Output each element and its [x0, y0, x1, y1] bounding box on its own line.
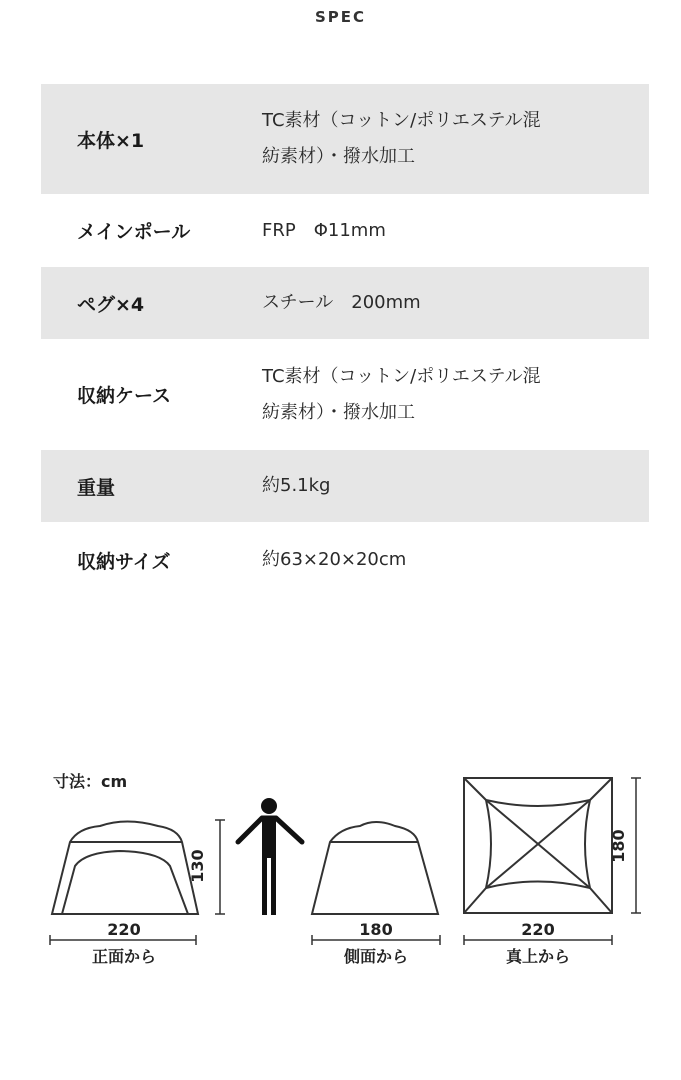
front-height-dimension [215, 820, 225, 914]
spec-title: SPEC [314, 8, 367, 26]
spec-value-line: 約5.1kg [262, 475, 331, 496]
person-scale-icon [238, 798, 302, 915]
unit-label: 寸法：cm [53, 772, 128, 791]
front-view-caption: 正面から [91, 947, 157, 966]
spec-label: 収納ケース [77, 385, 172, 407]
spec-value-line: スチール 200mm [262, 292, 421, 313]
spec-label: 収納サイズ [77, 550, 171, 573]
spec-value-line: 約63×20×20cm [262, 549, 407, 570]
front-width-label: 220 [107, 920, 141, 939]
side-view-caption: 側面から [343, 947, 409, 966]
top-view-caption: 真上から [505, 947, 571, 966]
spec-label: メインポール [77, 221, 191, 243]
spec-row-storage-case [41, 339, 649, 450]
spec-value [262, 359, 649, 431]
front-height-label: 130 [188, 849, 207, 883]
side-width-label: 180 [359, 920, 393, 939]
spec-value-line: TC素材（コットン/ポリエステル混 [262, 365, 541, 387]
spec-row-body [41, 84, 649, 194]
top-depth-dimension [631, 778, 641, 913]
spec-label: 重量 [77, 476, 116, 499]
spec-row-weight [41, 450, 649, 522]
top-depth-label: 180 [609, 829, 628, 863]
spec-label: ペグ×4 [77, 293, 145, 316]
spec-table [41, 84, 649, 598]
spec-value-line: TC素材（コットン/ポリエステル混 [262, 110, 541, 131]
spec-value [262, 468, 649, 504]
spec-row-pegs [41, 267, 649, 339]
top-view-tent-icon [464, 778, 612, 913]
spec-row-storage-size [41, 522, 649, 598]
spec-value [262, 213, 649, 249]
spec-value [262, 542, 649, 578]
spec-row-main-pole [41, 194, 649, 267]
front-view-tent-icon [52, 822, 198, 915]
spec-label: 本体×1 [77, 129, 145, 152]
spec-value-line: 紡素材）・撥水加工 [262, 401, 415, 423]
spec-value [262, 103, 649, 175]
spec-value-line: 紡素材）・撥水加工 [262, 146, 415, 167]
top-width-label: 220 [521, 920, 555, 939]
spec-value [262, 285, 649, 321]
side-view-tent-icon [312, 822, 438, 914]
spec-value-line: FRP Φ11mm [262, 219, 386, 241]
dimension-diagram [0, 760, 681, 1000]
